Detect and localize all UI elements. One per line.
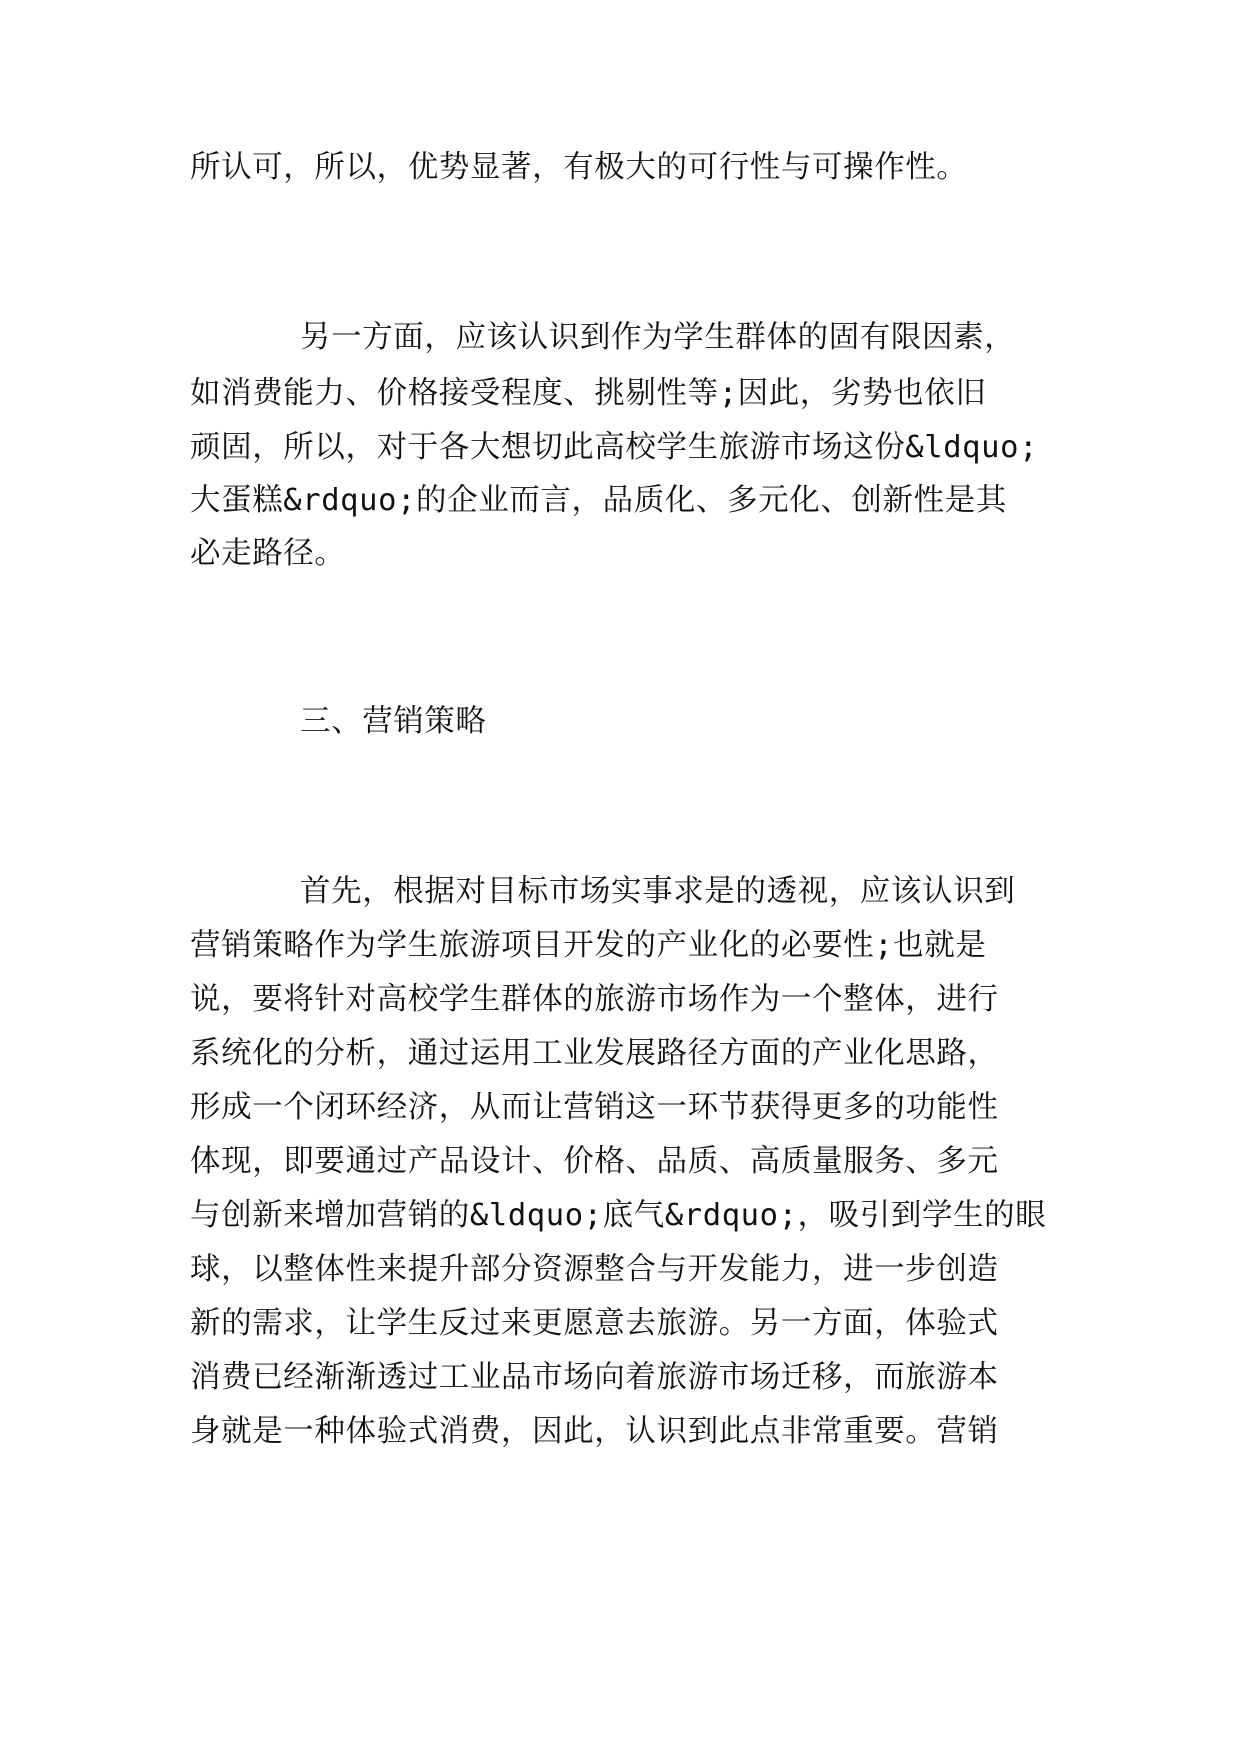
- paragraph-line: 必走路径。: [190, 536, 346, 571]
- paragraph-line: 首先，根据对目标市场实事求是的透视，应该认识到: [300, 874, 1016, 909]
- paragraph-line: 体现，即要通过产品设计、价格、品质、高质量服务、多元: [190, 1144, 999, 1179]
- paragraph-line: 与创新来增加营销的&ldquo;底气&rdquo;，吸引到学生的眼: [190, 1198, 1047, 1233]
- paragraph-line: 如消费能力、价格接受程度、挑剔性等;因此，劣势也依旧: [190, 376, 987, 411]
- paragraph-line: 系统化的分析，通过运用工业发展路径方面的产业化思路，: [190, 1036, 999, 1071]
- paragraph-line: 顽固，所以，对于各大想切此高校学生旅游市场这份&ldquo;: [190, 430, 1039, 465]
- paragraph-line: 形成一个闭环经济，从而让营销这一环节获得更多的功能性: [190, 1090, 999, 1125]
- section-heading: 三、营销策略: [300, 704, 487, 739]
- paragraph-line: 球，以整体性来提升部分资源整合与开发能力，进一步创造: [190, 1252, 999, 1287]
- paragraph-line: 说，要将针对高校学生群体的旅游市场作为一个整体，进行: [190, 982, 999, 1017]
- paragraph-line: 另一方面，应该认识到作为学生群体的固有限因素，: [300, 320, 1016, 355]
- paragraph-line: 新的需求，让学生反过来更愿意去旅游。另一方面，体验式: [190, 1306, 999, 1341]
- paragraph-line: 营销策略作为学生旅游项目开发的产业化的必要性;也就是: [190, 928, 987, 963]
- paragraph-line: 所认可，所以，优势显著，有极大的可行性与可操作性。: [190, 150, 968, 185]
- paragraph-line: 身就是一种体验式消费，因此，认识到此点非常重要。营销: [190, 1414, 999, 1449]
- paragraph-line: 大蛋糕&rdquo;的企业而言，品质化、多元化、创新性是其: [190, 483, 1007, 518]
- paragraph-line: 消费已经渐渐透过工业品市场向着旅游市场迁移，而旅游本: [190, 1360, 999, 1395]
